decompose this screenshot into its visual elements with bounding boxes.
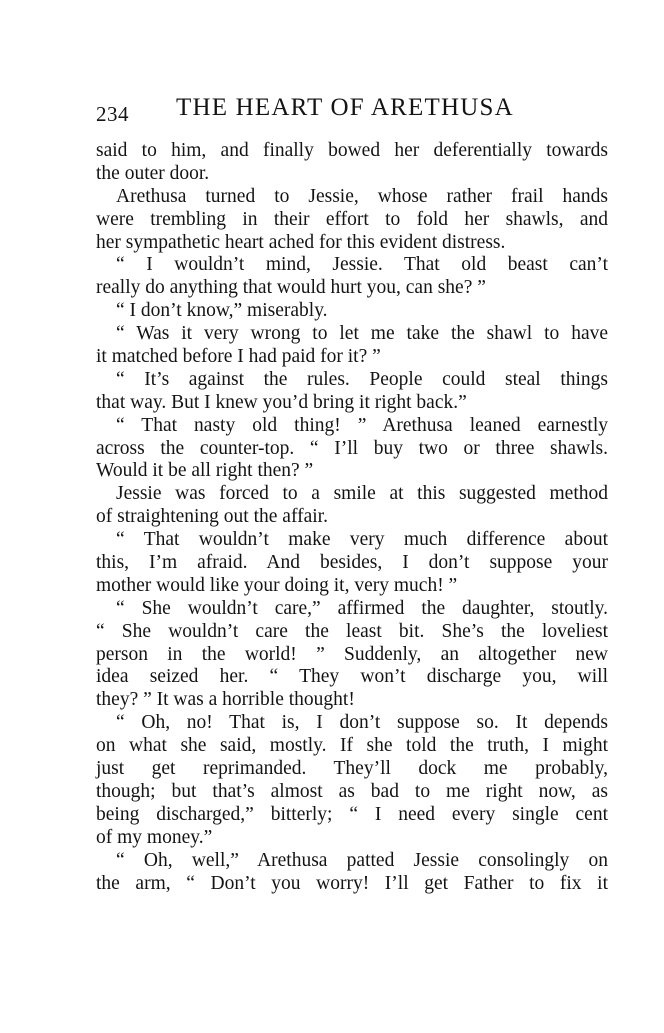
text-line: “ I don’t know,” miserably. (116, 300, 328, 322)
text-line: mother would like your doing it, very much! ” (96, 574, 458, 596)
text-line: the outer door. (96, 162, 210, 184)
text-line: “ That wouldn’t make very much difference about (116, 529, 608, 551)
body-text (96, 140, 608, 895)
text-line: Arethusa turned to Jessie, whose rather frail hands (116, 185, 608, 207)
text-line: person in the world! ” Suddenly, an altogether new (96, 643, 608, 665)
text-line: said to him, and finally bowed her deferentially towards (96, 140, 608, 161)
page-number: 234 (96, 102, 129, 126)
text-line: “ That nasty old thing! ” Arethusa leaned earnestly (116, 414, 608, 436)
text-line: on what she said, mostly. If she told the truth, I might (96, 735, 608, 757)
text-line: this, I’m afraid. And besides, I don’t suppose your (96, 552, 608, 574)
text-line: across the counter-top. “ I’ll buy two or three shawls. (96, 437, 608, 459)
text-line: “ She wouldn’t care,” affirmed the daughter, stoutly. (116, 597, 608, 619)
text-line: it matched before I had paid for it? ” (96, 346, 381, 368)
text-line: “ Oh, no! That is, I don’t suppose so. It depends (116, 712, 608, 734)
text-line: Would it be all right then? ” (96, 460, 314, 482)
text-line: Jessie was forced to a smile at this suggested method (116, 483, 608, 505)
text-line: idea seized her. “ They won’t discharge you, will (96, 666, 608, 688)
text-line: “ She wouldn’t care the least bit. She’s the loveliest (96, 620, 608, 642)
page-header (96, 92, 616, 132)
text-line: “ Oh, well,” Arethusa patted Jessie consolingly on (116, 849, 608, 871)
text-line: that way. But I knew you’d bring it right back.” (96, 391, 467, 413)
text-line: just get reprimanded. They’ll dock me probably, (96, 758, 608, 780)
text-line: really do anything that would hurt you, can she? ” (96, 277, 486, 299)
text-line: the arm, “ Don’t you worry! I’ll get Father to fix it (96, 872, 608, 894)
running-title: THE HEART OF ARETHUSA (176, 94, 514, 121)
text-line: of my money.” (96, 826, 213, 848)
text-line: her sympathetic heart ached for this evident distress. (96, 231, 506, 253)
text-line: they? ” It was a horrible thought! (96, 689, 355, 711)
text-line: “ I wouldn’t mind, Jessie. That old beast can’t (116, 254, 608, 276)
text-line: were trembling in their effort to fold her shawls, and (96, 208, 608, 230)
text-line: though; but that’s almost as bad to me right now, as (96, 780, 608, 802)
text-line: of straightening out the affair. (96, 506, 328, 528)
text-line: “ Was it very wrong to let me take the shawl to have (116, 323, 608, 345)
text-line: “ It’s against the rules. People could steal things (116, 368, 608, 390)
text-line: being discharged,” bitterly; “ I need every single cent (96, 803, 608, 825)
